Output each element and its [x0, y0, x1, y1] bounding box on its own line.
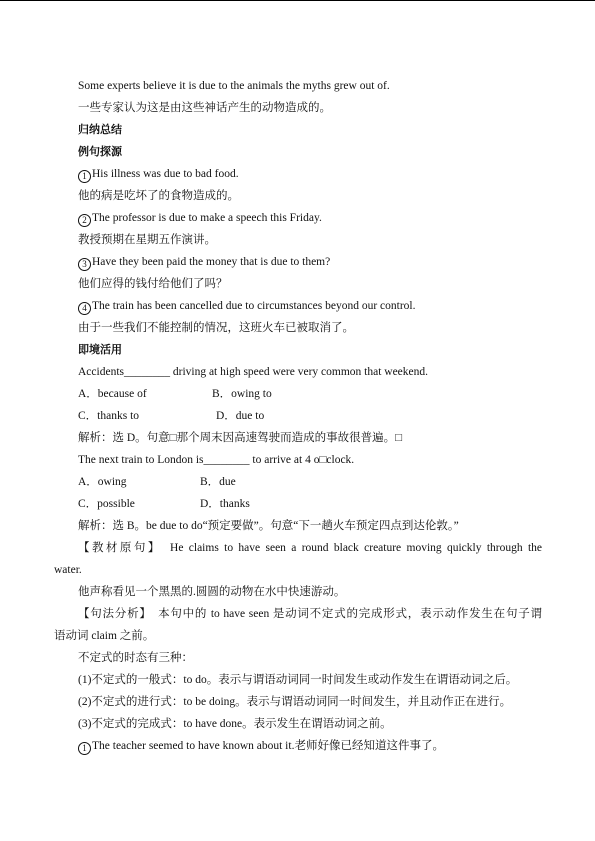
example-3-zh: 他们应得的钱付给他们了吗？: [78, 278, 228, 290]
infinitive-progressive: (2)不定式的进行式：to be doing。表示与谓语动词同一时间发生，并且动作正在进行。: [78, 696, 512, 708]
option-b: B．owing to: [212, 388, 272, 400]
circled-number: 1: [78, 170, 91, 183]
circled-number: 1: [78, 742, 91, 755]
example-sentence-zh: 一些专家认为这是由这些神话产生的动物造成的。: [78, 102, 331, 114]
question-1: Accidents________ driving at high speed were very common that weekend.: [78, 366, 429, 378]
circled-number: 2: [78, 214, 91, 227]
example-2-en: 2 The professor is due to make a speech this Friday.: [78, 211, 322, 227]
infinitive-perfect: (3)不定式的完成式：to have done。表示发生在谓语动词之前。: [78, 718, 392, 730]
example-final: 1 The teacher seemed to have known about it.老师好像已经知道这件事了。: [78, 739, 444, 755]
section-heading-examples: 例句探源: [78, 145, 122, 158]
option-c: C．possible: [78, 498, 135, 510]
question-2: The next train to London is________ to arrive at 4 o□clock.: [78, 454, 355, 466]
example-1-en: 1 His illness was due to bad food.: [78, 167, 239, 183]
option-d: D．due to: [216, 410, 265, 422]
answer-explanation-1: 解析：选 D。句意□那个周末因高速驾驶而造成的事故很普遍。□: [78, 432, 403, 444]
infinitive-simple: (1)不定式的一般式：to do。表示与谓语动词同一时间发生或动作发生在谓语动词之后。: [78, 674, 518, 686]
example-sentence-en: Some experts believe it is due to the animals the myths grew out of.: [78, 80, 390, 92]
top-rule: [0, 0, 595, 1]
option-a: A．owing: [78, 476, 127, 488]
example-4-en: 4 The train has been cancelled due to circumstances beyond our control.: [78, 299, 415, 315]
example-2-zh: 教授预期在星期五作演讲。: [78, 234, 216, 246]
section-heading-summary: 归纳总结: [78, 123, 122, 136]
syntax-analysis-cont: 语动词 claim 之前。: [54, 630, 155, 642]
option-b: B．due: [200, 476, 236, 488]
circled-number: 3: [78, 258, 91, 271]
textbook-sentence: 【教材原句】 He claims to have seen a round black creature moving quickly through the: [78, 542, 542, 554]
circled-number: 4: [78, 302, 91, 315]
example-3-en: 3 Have they been paid the money that is due to them?: [78, 255, 330, 271]
syntax-analysis: 【句法分析】 本句中的 to have seen 是动词不定式的完成形式，表示动作发生在句子谓: [78, 608, 542, 620]
option-a: A．because of: [78, 388, 147, 400]
option-c: C．thanks to: [78, 410, 140, 422]
example-4-zh: 由于一些我们不能控制的情况，这班火车已被取消了。: [78, 322, 354, 334]
textbook-translation: 他声称看见一个黑黑的.圆圆的动物在水中快速游动。: [78, 586, 346, 598]
section-heading-practice: 即境活用: [78, 343, 122, 356]
infinitive-tenses-intro: 不定式的时态有三种：: [78, 652, 193, 664]
answer-explanation-2: 解析：选 B。be due to do“预定要做”。句意“下一趟火车预定四点到达伦敦。”: [78, 520, 459, 532]
textbook-sentence-cont: water.: [54, 564, 82, 576]
option-d: D．thanks: [200, 498, 250, 510]
example-1-zh: 他的病是吃坏了的食物造成的。: [78, 190, 239, 202]
